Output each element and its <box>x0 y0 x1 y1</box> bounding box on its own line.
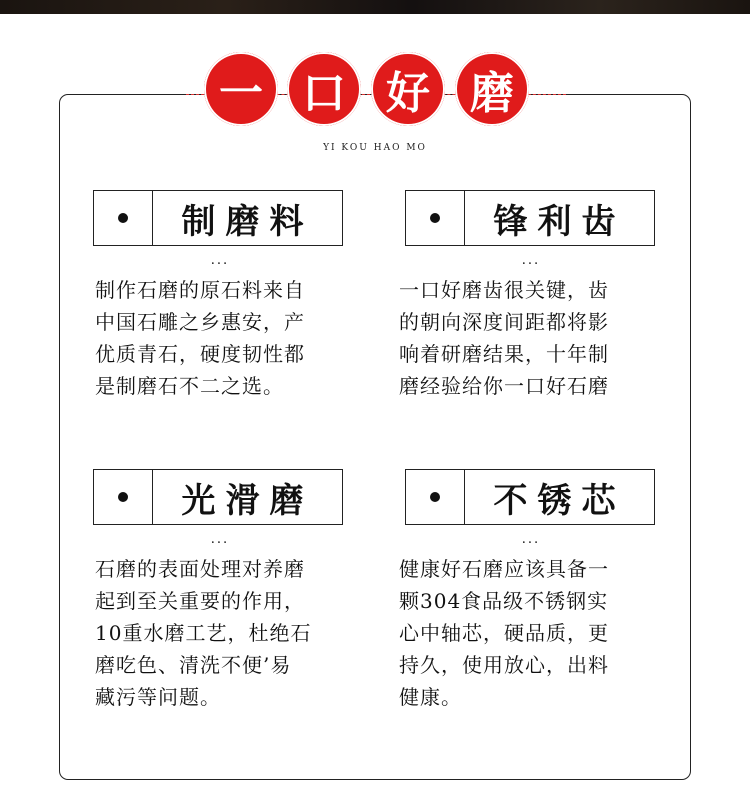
feature-description <box>399 553 651 713</box>
text-line: 心中轴芯，硬品质，更 <box>399 621 609 645</box>
bullet-dot-icon <box>118 213 128 223</box>
title-subtitle: YI KOU HAO MO <box>323 143 427 153</box>
title-banner <box>186 50 566 130</box>
dots-separator: ... <box>210 532 230 547</box>
text-line: 磨吃色、清洗不便’易 <box>95 653 292 677</box>
bullet-dot-icon <box>118 492 128 502</box>
dots-separator: ... <box>521 532 541 547</box>
feature-label-box <box>93 190 343 246</box>
feature-label: 锋利齿 <box>493 201 626 242</box>
text-line: 中国石雕之乡惠安，产 <box>95 310 305 334</box>
text-line: 的朝向深度间距都将影 <box>399 310 609 334</box>
dots-separator: ... <box>210 253 230 268</box>
text-line: 健康好石磨应该具备一 <box>399 557 609 581</box>
bullet-cell <box>406 470 465 524</box>
text-line: 一口好磨齿很关键，齿 <box>399 278 609 302</box>
feature-label: 不锈芯 <box>493 480 626 521</box>
feature-label: 光滑磨 <box>181 480 314 521</box>
text-line: 起到至关重要的作用， <box>95 589 305 613</box>
feature-label: 制磨料 <box>181 201 314 242</box>
title-circle-1: 一 <box>204 52 278 126</box>
feature-label-box <box>405 190 655 246</box>
text-line: 响着研磨结果，十年制 <box>399 342 609 366</box>
feature-label-box <box>405 469 655 525</box>
bullet-cell <box>94 470 153 524</box>
text-line: 藏污等问题。 <box>95 685 221 709</box>
bullet-cell <box>94 191 153 245</box>
feature-description <box>95 553 347 713</box>
text-line: 磨经验给你一口好石磨 <box>399 374 609 398</box>
dots-separator: ... <box>521 253 541 268</box>
feature-label-box <box>93 469 343 525</box>
bullet-dot-icon <box>430 213 440 223</box>
text-line: 持久，使用放心，出料 <box>399 653 609 677</box>
bullet-dot-icon <box>430 492 440 502</box>
title-circle-2: 口 <box>287 52 361 126</box>
text-line: 石磨的表面处理对养磨 <box>95 557 305 581</box>
bullet-cell <box>406 191 465 245</box>
text-line: 是制磨石不二之选。 <box>95 374 284 398</box>
title-circle-3: 好 <box>371 52 445 126</box>
text-line: 颗304食品级不锈钢实 <box>399 589 609 613</box>
feature-description <box>399 274 651 402</box>
text-line: 健康。 <box>399 685 462 709</box>
text-line: 10重水磨工艺，杜绝石 <box>95 621 312 645</box>
text-line: 制作石磨的原石料来自 <box>95 278 305 302</box>
feature-description <box>95 274 347 402</box>
top-photo-strip <box>0 0 750 14</box>
title-circle-4: 磨 <box>455 52 529 126</box>
text-line: 优质青石，硬度韧性都 <box>95 342 305 366</box>
